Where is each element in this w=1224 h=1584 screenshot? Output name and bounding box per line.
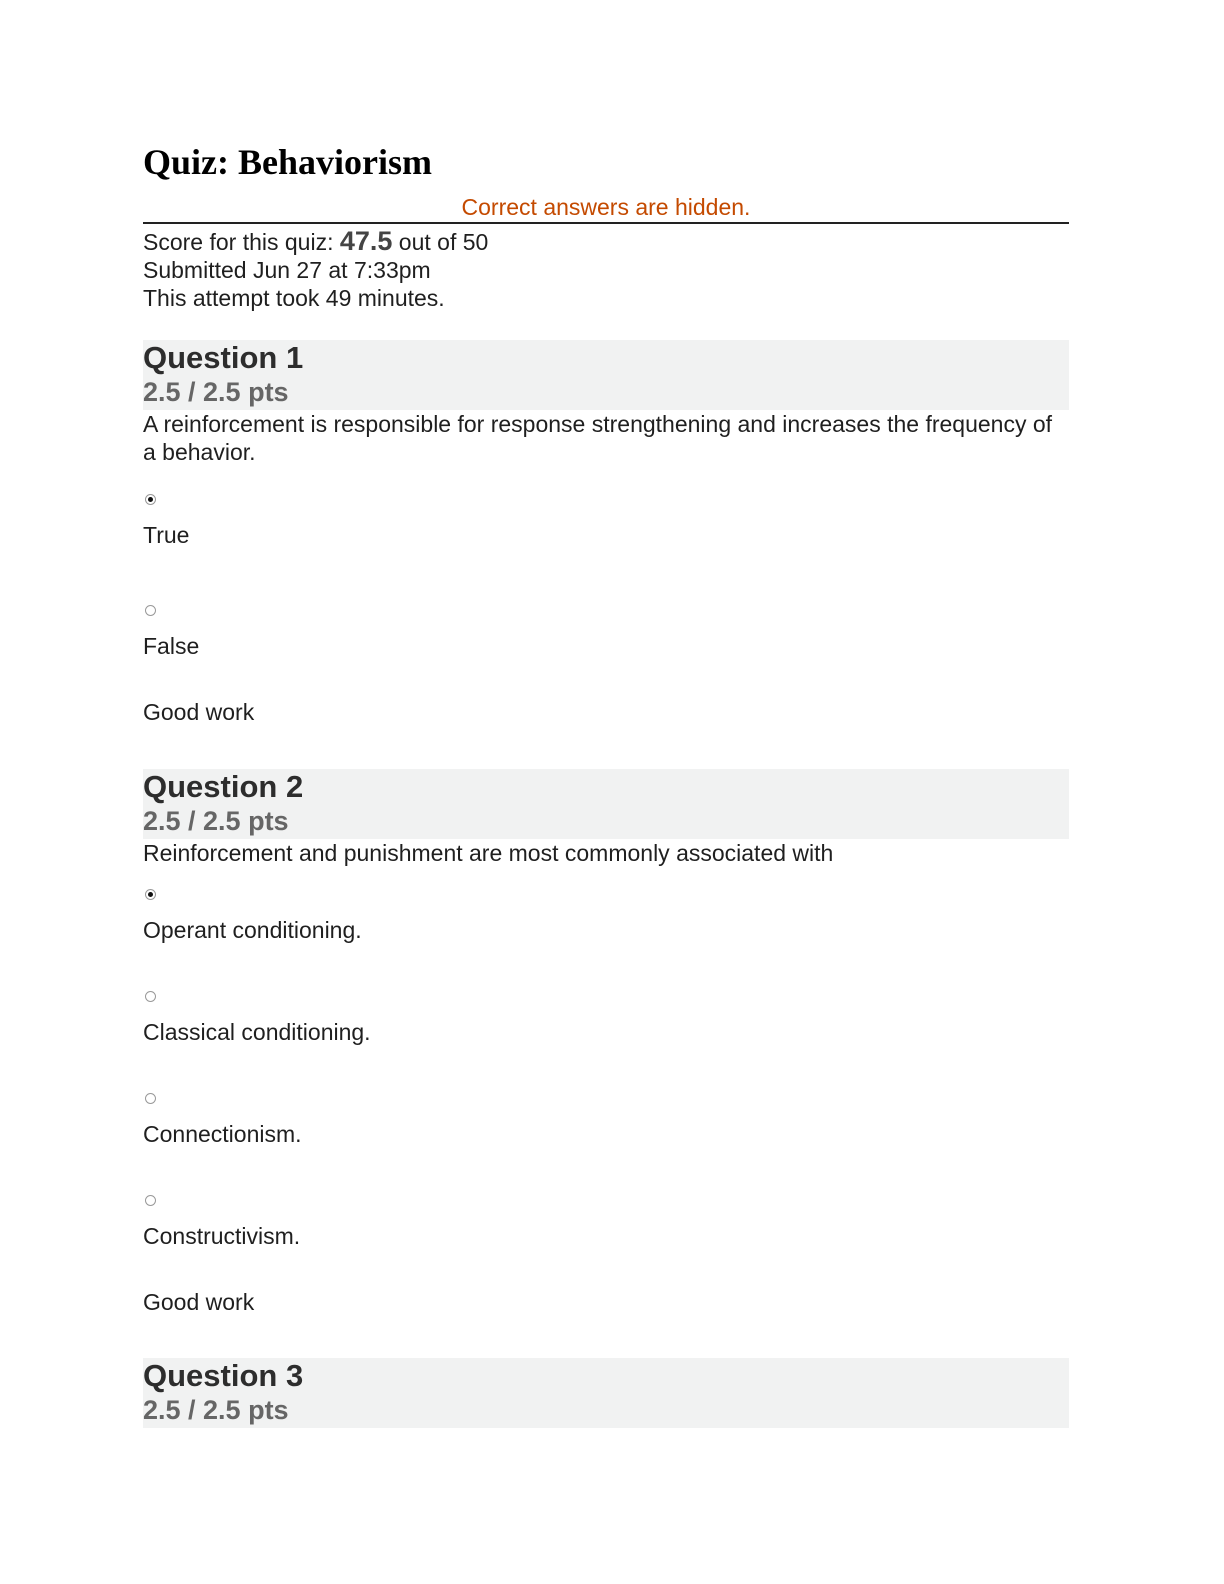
answer-label: Connectionism. (143, 1121, 302, 1147)
answer-option[interactable] (143, 889, 1069, 944)
radio-selected-icon[interactable] (145, 494, 156, 505)
score-value: 47.5 (339, 226, 393, 256)
correct-answers-hidden-notice: Correct answers are hidden. (143, 194, 1069, 224)
answer-option[interactable] (143, 605, 1069, 660)
question-3 (143, 1358, 1069, 1428)
question-title: Question 3 (143, 1358, 304, 1393)
radio-unselected-icon[interactable] (145, 991, 156, 1002)
score-line (143, 227, 1069, 256)
score-suffix: out of 50 (392, 229, 489, 255)
question-header (143, 340, 1069, 410)
question-header (143, 1358, 1069, 1428)
question-title: Question 1 (143, 340, 304, 375)
question-title: Question 2 (143, 769, 304, 804)
question-feedback: Good work (143, 1289, 255, 1315)
score-prefix: Score for this quiz: (143, 229, 340, 255)
question-1 (143, 340, 1069, 726)
answer-label: Constructivism. (143, 1223, 301, 1249)
question-points: 2.5 / 2.5 pts (143, 377, 289, 407)
question-text: A reinforcement is responsible for response strengthening and increases the frequency of a behavior. (143, 411, 1053, 465)
question-header (143, 769, 1069, 839)
answer-option[interactable] (143, 494, 1069, 549)
submitted-line: Submitted Jun 27 at 7:33pm (143, 257, 431, 283)
answer-label: Classical conditioning. (143, 1019, 371, 1045)
question-text: Reinforcement and punishment are most commonly associated with (143, 840, 834, 866)
radio-unselected-icon[interactable] (145, 1093, 156, 1104)
question-points: 2.5 / 2.5 pts (143, 1395, 289, 1425)
radio-unselected-icon[interactable] (145, 605, 156, 616)
answer-option[interactable] (143, 991, 1069, 1046)
answer-label: True (143, 522, 190, 548)
duration-line: This attempt took 49 minutes. (143, 285, 445, 311)
answer-option[interactable] (143, 1195, 1069, 1250)
question-2 (143, 769, 1069, 1316)
radio-selected-icon[interactable] (145, 889, 156, 900)
quiz-summary (143, 227, 1069, 312)
quiz-title: Quiz: Behaviorism (143, 142, 432, 182)
answer-option[interactable] (143, 1093, 1069, 1148)
question-points: 2.5 / 2.5 pts (143, 806, 289, 836)
question-feedback: Good work (143, 699, 255, 725)
radio-unselected-icon[interactable] (145, 1195, 156, 1206)
answer-label: False (143, 633, 200, 659)
quiz-results-page (143, 140, 1069, 1428)
answer-label: Operant conditioning. (143, 917, 362, 943)
